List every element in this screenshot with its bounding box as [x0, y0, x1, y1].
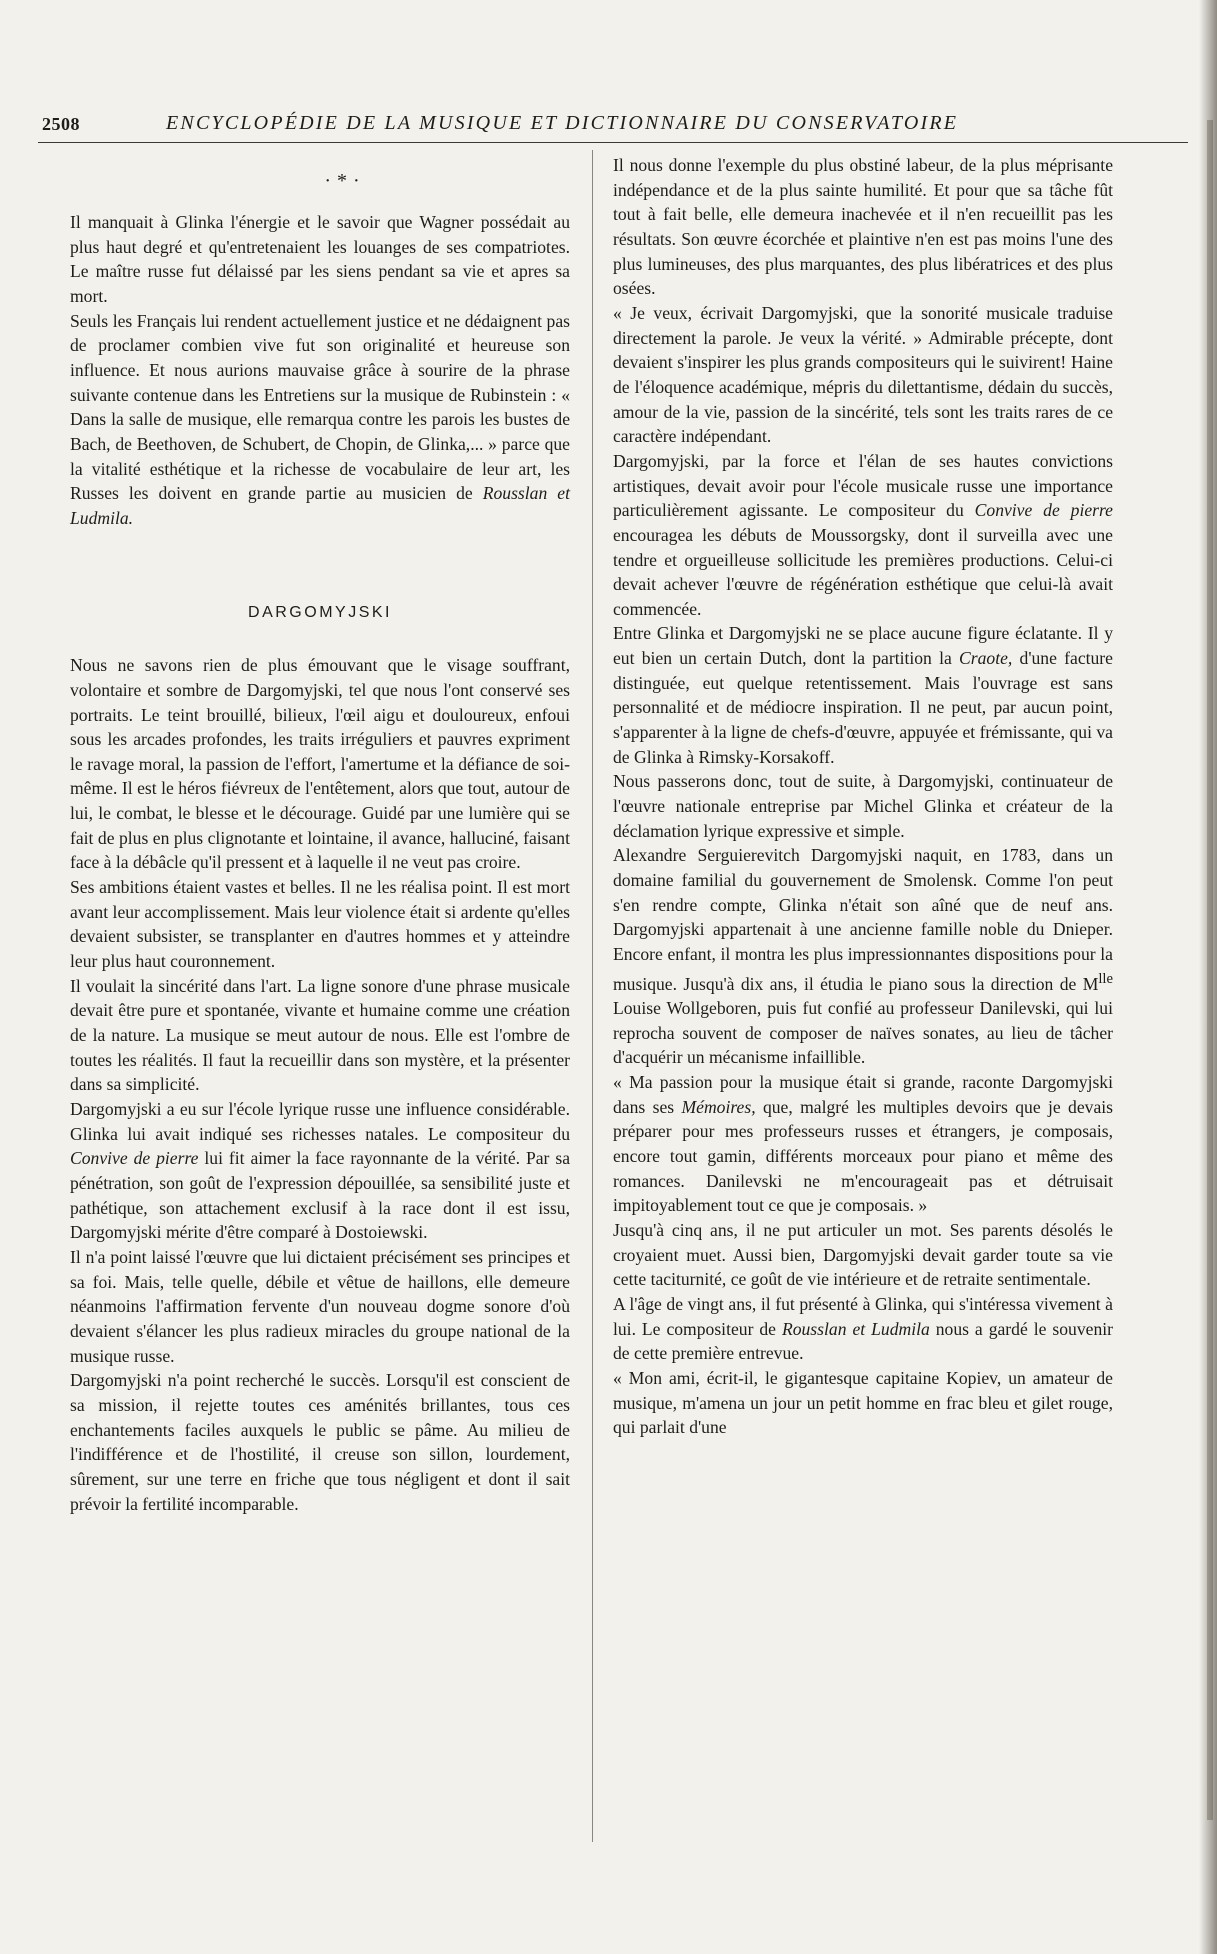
paragraph: « Je veux, écrivait Dargomyjski, que la sonorité musicale traduise directement la parole. Je veux la vérité. » Admirable précepte, dont devaient s'inspirer les plus grands compositeurs qui le suivirent! Haine de l'éloquence académique, mépris du dilettantisme, dédain du succès, amour de la vie, passion de la sincérité, tels sont les traits rares de ce caractère indépendant. — [613, 302, 1113, 447]
paragraph: Ses ambitions étaient vastes et belles. Il ne les réalisa point. Il est mort avant leur accomplissement. Mais leur violence était si ardente qu'elles devaient subsister, se transplanter en d'autres hommes et y atteindre leur plus haut couronnement. — [70, 877, 570, 972]
paragraph-text: Alexandre Serguierevitch Dargomyjski naquit, en 1783, dans un domaine familial du gouvernement de Smolensk. Comme l'on peut s'en rendre compte, Glinka n'était son aîné que de neuf ans. Dargomyjski appartenait à une ancienne famille noble du Dnieper. Encore enfant, il montra les plus impressionnantes dispositions pour la musique. Jusqu'à dix ans, il étudia le piano sous la direction de M — [613, 845, 1113, 994]
running-title: ENCYCLOPÉDIE DE LA MUSIQUE ET DICTIONNAIRE DU CONSERVATOIRE — [166, 112, 959, 134]
paragraph-text: « Ma passion pour la musique était si grande, raconte Dargomyjski dans ses — [613, 1072, 1113, 1117]
paragraph-text: Louise Wollgeboren, puis fut confié au professeur Danilevski, qui lui reprocha souvent de composer de naïves sonates, au lieu de tâcher d'acquérir un mécanisme infaillible. — [613, 998, 1113, 1068]
paragraph: Jusqu'à cinq ans, il ne put articuler un mot. Ses parents désolés le croyaient muet. Aussi bien, Dargomyjski devait garder toute sa vie cette taciturnité, ce goût de vie intérieure et de retraite sentimentale. — [613, 1220, 1113, 1290]
paragraph-text: Seuls les Français lui rendent actuellement justice et ne dédaignent pas de proclamer combien vive fut son originalité et heureuse son influence. Et nous aurions mauvaise grâce à sourire de la phrase suivante contenue dans les Entretiens sur la musique de Rubinstein : « Dans la salle de musique, elle remarqua contre les parois les bustes de Bach, de Beethoven, de Schubert, de Chopin, de Glinka,... » parce que la vitalité esthétique et la richesse de vocabulaire de leur art, les Russes les doivent en grande partie au musicien de — [70, 310, 570, 504]
paragraph: Nous ne savons rien de plus émouvant que le visage souffrant, volontaire et sombre de Dargomyjski, tel que nous l'ont conservé ses portraits. Le teint brouillé, bilieux, l'œil aigu et douloureux, enfoui sous les arcades profondes, les traits irréguliers et pauvres expriment le ravage moral, la passion de l'effort, l'amertume et la défiance de soi-même. Il est le héros fiévreux de l'entêtement, alors que tout, autour de lui, le combat, le blesse et le décourage. Guidé par une lumière qui se fait de plus en plus clignotante et lointaine, il avance, halluciné, faisant face à la débâcle qu'il pressent et à laquelle il ne veut pas croire. — [70, 655, 570, 873]
page-number: 2508 — [42, 114, 80, 134]
right-column — [613, 153, 1113, 1440]
paragraph-text: Entre Glinka et Dargomyjski ne se place aucune figure éclatante. Il y eut bien un certain Dutch, dont la partition la — [613, 623, 1113, 669]
paragraph-text: lui fit aimer la face rayonnante de la vérité. Par sa pénétration, son goût de l'expression dépouillée, sa sensibilité juste et pathétique, son attachement exclusif à la race dont il est issu, Dargomyjski mérite d'être comparé à Dostoiewski. — [70, 1148, 570, 1243]
left-column — [70, 148, 570, 1516]
work-title: Convive de pierre — [974, 500, 1113, 521]
paragraph — [613, 621, 1113, 769]
paragraph-text: A l'âge de vingt ans, il fut présenté à Glinka, qui s'intéressa vivement à lui. Le compositeur de — [613, 1294, 1113, 1339]
paragraph: Il voulait la sincérité dans l'art. La ligne sonore d'une phrase musicale devait être pure et spontanée, vivante et humaine comme une création de la nature. La musique se meut autour de nous. Elle est l'ombre de toutes les réalités. Il faut la recueillir dans son mystère, et la présenter dans sa simplicité. — [70, 975, 570, 1095]
paragraph — [70, 1097, 570, 1245]
work-title: Convive de pierre — [70, 1148, 199, 1169]
paragraph — [613, 1292, 1113, 1366]
work-title: Craote, — [959, 648, 1013, 669]
paragraph — [613, 1070, 1113, 1218]
paragraph-text: Dargomyjski, par la force et l'élan de ses hautes convictions artistiques, devait avoir pour l'école musicale russe une importance particulièrement agissante. Le compositeur du — [613, 450, 1113, 521]
paragraph — [70, 309, 570, 531]
paragraph: Il nous donne l'exemple du plus obstiné labeur, de la plus méprisante indépendance et de la plus sainte humilité. Et pour que sa tâche fût tout à fait belle, elle demeura inachevée et il n'en recueillit pas les résultats. Son œuvre écorchée et plaintive n'en est pas moins l'une des plus lumineuses, des plus marquantes, des plus libératrices et des plus osées. — [613, 155, 1113, 299]
work-title: Rousslan et Ludmila — [781, 1318, 930, 1339]
page-edge-shadow — [1199, 0, 1217, 1954]
paragraph: Il manquait à Glinka l'énergie et le savoir que Wagner possédait au plus haut degré et qu'entretenaient les louanges de ses compatriotes. Le maître russe fut délaissé par les siens pendant sa vie et apres sa mort. — [70, 212, 570, 306]
paragraph: Nous passerons donc, tout de suite, à Dargomyjski, continuateur de l'œuvre nationale entreprise par Michel Glinka et créateur de la déclamation lyrique expressive et simple. — [613, 771, 1113, 841]
paragraph — [613, 449, 1113, 622]
paragraph-text: que, malgré les multiples devoirs que je devais préparer pour mes professeurs russes et étrangers, je composais, encore tout gamin, différents morceaux pour piano et même des romances. Danilevski ne m'encourageait pas et détruisait impitoyablement tout ce que je composais. » — [613, 1096, 1113, 1216]
paragraph-text: d'une facture distinguée, eut quelque retentissement. Mais l'ouvrage est sans personnalité et de médiocre inspiration. Il ne peut, par aucun point, s'apparenter à la ligne de chefs-d'œuvre, appuyée et frémissante, qui va de Glinka à Rimsky-Korsakoff. — [613, 648, 1113, 767]
paragraph — [613, 843, 1113, 1070]
paragraph-text: nous a gardé le souvenir de cette première entrevue. — [613, 1318, 1113, 1364]
paragraph-text: Dargomyjski a eu sur l'école lyrique russe une influence considérable. Glinka lui avait indiqué ses richesses natales. Le compositeur du — [70, 1099, 570, 1144]
superscript: lle — [1098, 970, 1113, 987]
work-title: Rousslan et Ludmila. — [70, 483, 570, 528]
ornament-asterism: ·*· — [324, 170, 366, 192]
paragraph: Dargomyjski n'a point recherché le succès. Lorsqu'il est conscient de sa mission, il rejette toutes ces aménités brillantes, tous ces enchantements faciles auxquels le public se pâme. Au milieu de l'indifférence et de l'hostilité, il creuse son sillon, lourdement, sûrement, sur une terre en friche que tous négligent et dont il sait prévoir la fertilité incomparable. — [70, 1370, 570, 1514]
paragraph: Il n'a point laissé l'œuvre que lui dictaient précisément ses principes et sa foi. Mais, telle quelle, débile et vêtue de haillons, elle demeure néanmoins l'affirmation fervente d'un nouveau dogme sonore d'où devaient s'élancer les plus radieux miracles du groupe national de la musique russe. — [70, 1246, 570, 1366]
paragraph-text: encouragea les débuts de Moussorgsky, dont il surveilla avec une tendre et orgueilleuse sollicitude les premières productions. Celui-ci devait achever l'œuvre de régénération esthétique que celui-là avait commencée. — [613, 524, 1113, 619]
section-title: DARGOMYJSKI — [248, 603, 392, 621]
running-header — [38, 112, 1188, 143]
paragraph: « Mon ami, écrit-il, le gigantesque capitaine Kopiev, un amateur de musique, m'amena un jour un petit homme en frac bleu et gilet rouge, qui parlait d'une — [613, 1368, 1113, 1438]
column-divider — [592, 150, 593, 1842]
work-title: Mémoires, — [681, 1096, 756, 1117]
